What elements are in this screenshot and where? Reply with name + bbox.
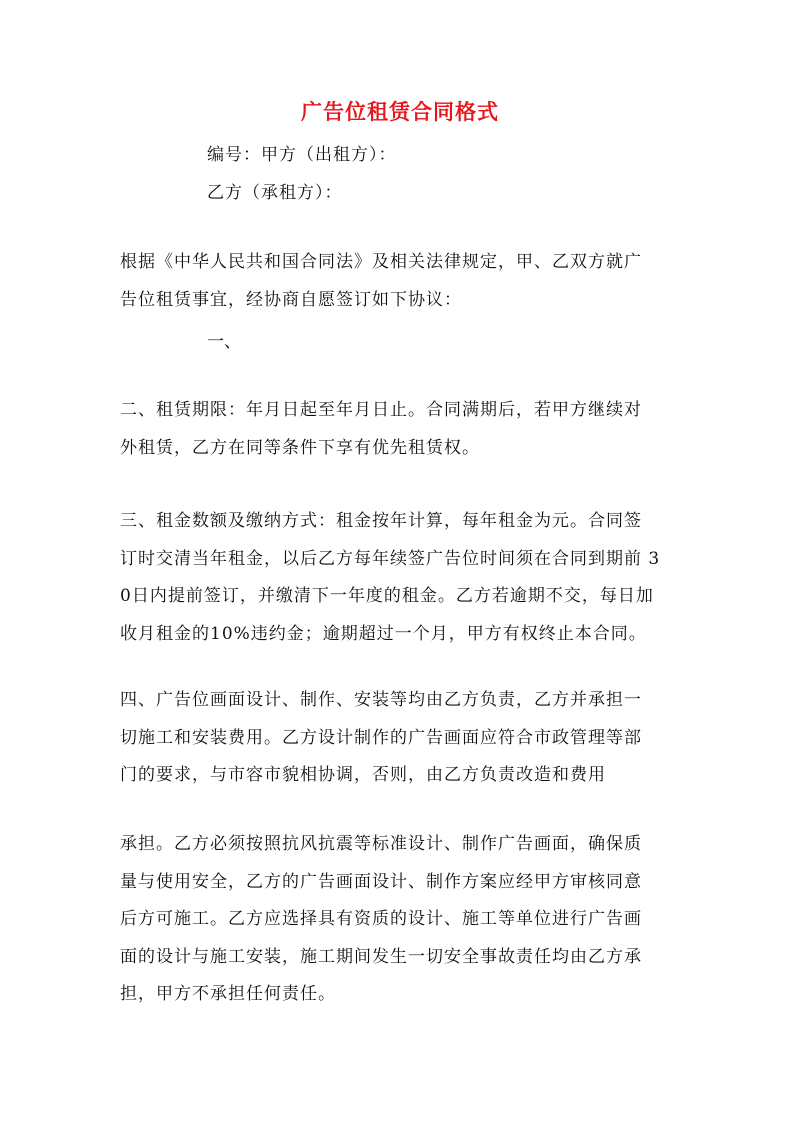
clause-one-heading: 一、 <box>207 332 241 352</box>
document-title: 广告位租赁合同格式 <box>301 99 499 124</box>
text-line: 告位租赁事宜，经协商自愿签订如下协议： <box>120 289 462 310</box>
text-line: 根据《中华人民共和国合同法》及相关法律规定，甲、乙双方就广 <box>120 252 642 272</box>
text-line: 收月租金的10%违约金；逾期超过一个月，甲方有权终止本合同。 <box>120 623 647 644</box>
paragraph-design <box>120 682 700 795</box>
text-line: 承担。乙方必须按照抗风抗震等标准设计、制作广告画面，确保质 <box>120 834 642 854</box>
party-b-line: 乙方（承租方）： <box>207 183 343 203</box>
text-line: 后方可施工。乙方应选择具有资质的设计、施工等单位进行广告画 <box>120 909 642 929</box>
text-line: 四、广告位画面设计、制作、安装等均由乙方负责，乙方并承担一 <box>120 690 642 710</box>
paragraph-safety <box>120 826 700 1014</box>
paragraph-lease-term <box>120 392 700 467</box>
text-line: 订时交清当年租金，以后乙方每年续签广告位时间须在合同到期前 3 <box>120 548 661 569</box>
text-line: 三、租金数额及缴纳方式：租金按年计算，每年租金为元。合同签 <box>120 511 642 531</box>
text-line: 外租赁，乙方在同等条件下享有优先租赁权。 <box>120 437 480 458</box>
paragraph-rent <box>120 503 700 653</box>
text-line: 门的要求，与市容市貌相协调，否则，由乙方负责改造和费用 <box>120 765 606 785</box>
contract-number-line: 编号：甲方（出租方）： <box>207 145 397 165</box>
text-line: 切施工和安装费用。乙方设计制作的广告画面应符合市政管理等部 <box>120 727 642 748</box>
text-line: 0日内提前签订，并缴清下一年度的租金。乙方若逾期不交，每日加 <box>120 586 654 606</box>
text-line: 面的设计与施工安装，施工期间发生一切安全事故责任均由乙方承 <box>120 946 642 967</box>
paragraph-preamble <box>120 244 700 319</box>
text-line: 量与使用安全，乙方的广告画面设计、制作方案应经甲方审核同意 <box>120 871 642 892</box>
text-line: 担，甲方不承担任何责任。 <box>120 984 336 1004</box>
text-line: 二、租赁期限：年月日起至年月日止。合同满期后，若甲方继续对 <box>120 400 642 420</box>
